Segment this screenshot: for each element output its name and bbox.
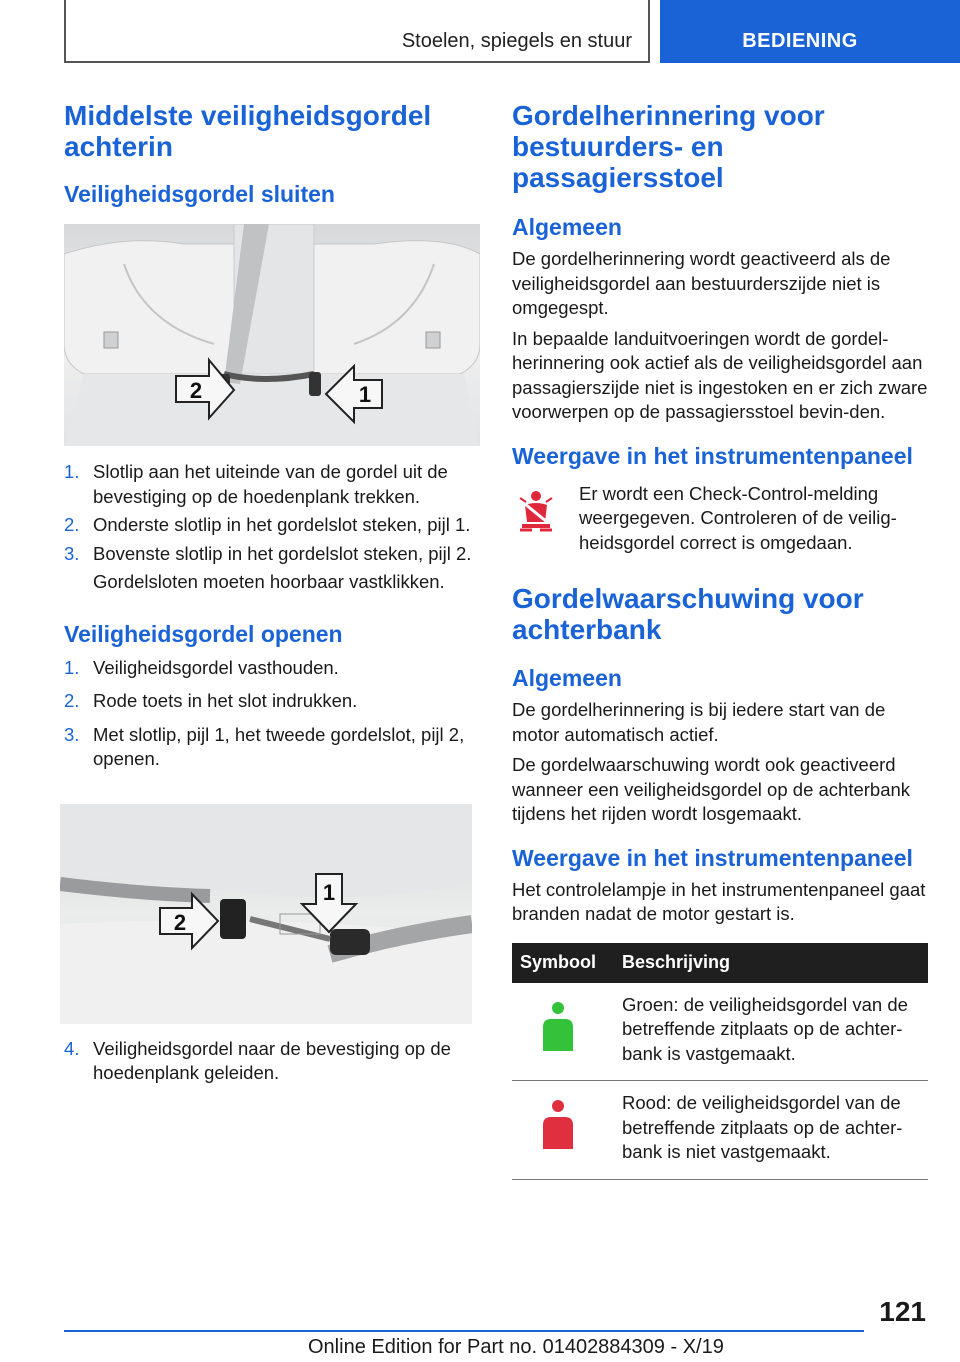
footer-divider xyxy=(64,1330,864,1332)
right-display-heading-2: Weergave in het instrumentenpaneel xyxy=(512,844,913,871)
table-header-description: Beschrijving xyxy=(604,943,928,983)
symbol-table xyxy=(512,943,928,1180)
right-general-heading-1: Algemeen xyxy=(512,214,622,240)
header-chapter-title: BEDIENING xyxy=(742,30,858,52)
right-column xyxy=(512,100,928,1180)
table-row xyxy=(512,1081,928,1180)
header-chapter-tab xyxy=(660,0,960,63)
left-column xyxy=(64,100,480,1086)
list-item: 3. Met slotlip, pijl 1, het tweede gordelslot, pijl 2, openen. xyxy=(64,723,465,769)
open-steps-list xyxy=(64,656,480,772)
list-item: 2. Rode toets in het slot indrukken. xyxy=(64,690,358,711)
right-title-2: Gordelwaarschuwing voor achterbank xyxy=(512,583,864,645)
table-cell-description: Groen: de veiligheidsgordel van de betreffende zitplaats op de achter-bank is vastgemaakt. xyxy=(604,983,928,1081)
close-steps-list xyxy=(64,460,480,566)
left-subheading-close: Veiligheidsgordel sluiten xyxy=(64,181,335,207)
list-item: 2. Onderste slotlip in het gordelslot steken, pijl 1. xyxy=(64,514,471,535)
close-note: Gordelsloten moeten hoorbaar vastklikken. xyxy=(93,571,445,592)
right-general-heading-2: Algemeen xyxy=(512,665,622,691)
arrow-2-label: 2 xyxy=(173,909,187,935)
right-paragraph-5: Het controlelampje in het instrumentenpaneel gaat branden nadat de motor gestart is. xyxy=(512,878,926,924)
warning-block xyxy=(512,482,928,556)
guide-steps-list xyxy=(64,1037,480,1086)
arrow-1-label: 1 xyxy=(358,382,372,407)
table-header-symbol: Symbool xyxy=(512,943,604,983)
table-cell-symbol xyxy=(512,1081,604,1180)
page-number: 121 xyxy=(879,1296,926,1327)
header-section-title: Stoelen, spiegels en stuur xyxy=(401,30,632,52)
belt-close-photo xyxy=(64,224,480,446)
right-paragraph-3: De gordelherinnering is bij iedere start van de motor automatisch actief. xyxy=(512,699,886,745)
seatbelt-warning-icon xyxy=(516,490,556,536)
right-paragraph-4: De gordelwaarschuwing wordt ook geactiveerd wanneer een veiligheidsgordel op de achterbank tijdens het rijden wordt losgemaakt. xyxy=(512,754,911,824)
header-section-box xyxy=(64,0,650,63)
warning-text: Er wordt een Check-Control-melding weergegeven. Controleren of de veilig-heidsgordel correct is omgedaan. xyxy=(579,482,897,553)
list-item: 1. Veiligheidsgordel vasthouden. xyxy=(64,656,339,678)
left-subheading-open: Veiligheidsgordel openen xyxy=(64,620,343,647)
table-cell-symbol xyxy=(512,983,604,1081)
belt-close-illustration xyxy=(64,224,480,446)
left-title: Middelste veiligheidsgordel achterin xyxy=(64,100,432,162)
list-item: 1. Slotlip aan het uiteinde van de gordel uit de bevestiging op de hoedenplank trekken. xyxy=(64,461,448,507)
seat-occupant-red-icon xyxy=(541,1099,575,1149)
belt-open-illustration xyxy=(60,804,472,1024)
right-paragraph-2: In bepaalde landuitvoeringen wordt de gordel-herinnering ook actief als de veiligheidsgordel aan passagierszijde niet is ingestoken en er zich zware voorwerpen op de passagiersstoel bevin-den. xyxy=(512,327,928,422)
belt-open-photo xyxy=(60,804,472,1024)
footer-edition: Online Edition for Part no. 01402884309 - X/19 xyxy=(308,1336,724,1358)
arrow-2-label: 2 xyxy=(189,378,203,403)
table-row xyxy=(512,983,928,1081)
arrow-1-label: 1 xyxy=(322,879,336,905)
list-item: 3. Bovenste slotlip in het gordelslot steken, pijl 2. xyxy=(64,542,472,564)
seat-occupant-green-icon xyxy=(541,1001,575,1051)
right-title-1: Gordelherinnering voor bestuurders- en passagiersstoel xyxy=(512,100,825,193)
list-item: 4. Veiligheidsgordel naar de bevestiging op de hoedenplank geleiden. xyxy=(64,1037,451,1083)
right-paragraph-1: De gordelherinnering wordt geactiveerd als de veiligheidsgordel aan bestuurderszijde niet is omgegespt. xyxy=(512,248,891,318)
table-cell-description: Rood: de veiligheidsgordel van de betreffende zitplaats op de achter-bank is niet vastgemaakt. xyxy=(604,1081,928,1180)
right-display-heading-1: Weergave in het instrumentenpaneel xyxy=(512,442,913,469)
